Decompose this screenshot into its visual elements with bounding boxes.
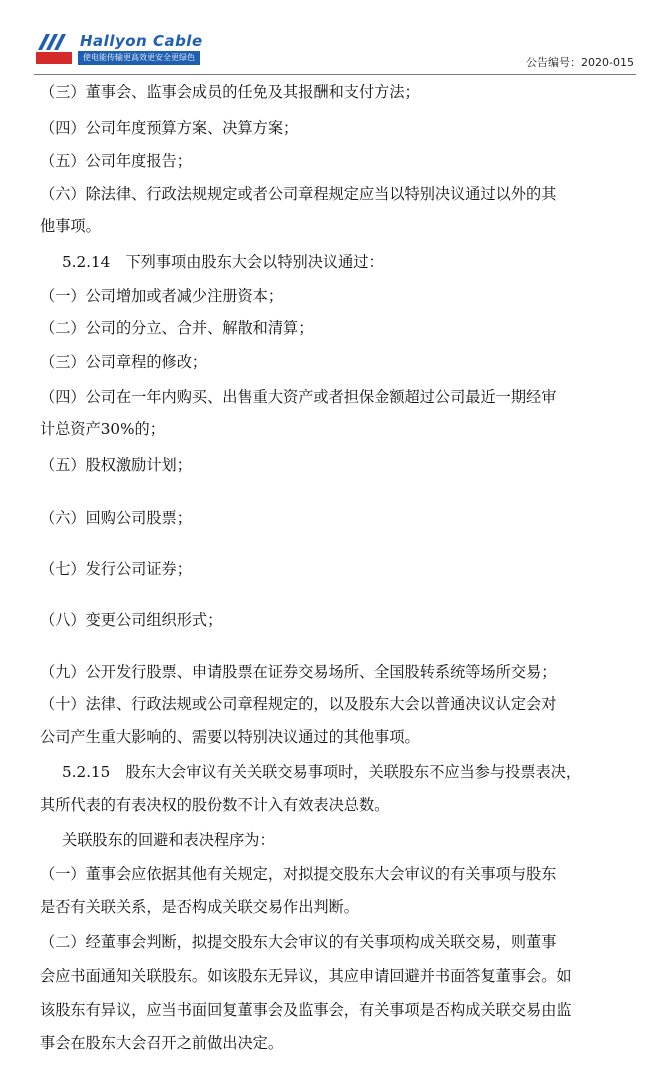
paragraph-line: 其所代表的有表决权的股份数不计入有效表决总数。 [40,796,390,814]
paragraph-line: 公司产生重大影响的、需要以特别决议通过的其他事项。 [40,728,420,746]
header-divider [34,74,636,75]
paragraph-line: （二）经董事会判断，拟提交股东大会审议的有关事项构成关联交易，则董事 [40,933,557,951]
paragraph-line: 计总资产30%的； [40,420,165,438]
paragraph-line: 他事项。 [40,217,101,235]
paragraph-line: （二）公司的分立、合并、解散和清算； [40,319,314,337]
paragraph-line: （六）除法律、行政法规规定或者公司章程规定应当以特别决议通过以外的其 [40,185,557,203]
announcement-number: 公告编号：2020-015 [526,56,634,69]
section-heading: 5.2.15 股东大会审议有关关联交易事项时，关联股东不应当参与投票表决， [62,763,582,781]
company-logo [34,30,202,66]
paragraph-line: （一）董事会应依据其他有关规定，对拟提交股东大会审议的有关事项与股东 [40,865,557,883]
paragraph-line: （四）公司年度预算方案、决算方案； [40,119,299,137]
logo-brand-text: Hallyon Cable [80,32,203,50]
paragraph-line: （五）公司年度报告； [40,152,192,170]
paragraph-line: （九）公开发行股票、申请股票在证券交易场所、全国股转系统等场所交易； [40,663,557,681]
page-header [0,0,670,80]
paragraph-line: （十）法律、行政法规或公司章程规定的，以及股东大会以普通决议认定会对 [40,695,557,713]
section-heading: 5.2.14 下列事项由股东大会以特别决议通过： [62,253,384,271]
paragraph-line: （四）公司在一年内购买、出售重大资产或者担保金额超过公司最近一期经审 [40,388,557,406]
paragraph-line: （八）变更公司组织形式； [40,611,223,629]
paragraph-line: （三）董事会、监事会成员的任免及其报酬和支付方法； [40,83,420,101]
paragraph-line: 事会在股东大会召开之前做出决定。 [40,1034,283,1052]
logo-mark-icon [34,30,74,66]
logo-slogan: 使电能传输更高效更安全更绿色 [78,51,200,65]
paragraph-line: 关联股东的回避和表决程序为： [62,831,275,849]
paragraph-line: 是否有关联关系，是否构成关联交易作出判断。 [40,898,359,916]
paragraph-line: （一）公司增加或者减少注册资本； [40,287,283,305]
paragraph-line: （五）股权激励计划； [40,456,192,474]
paragraph-line: 该股东有异议，应当书面回复董事会及监事会，有关事项是否构成关联交易由监 [40,1001,572,1019]
paragraph-line: （七）发行公司证券； [40,560,192,578]
paragraph-line: （六）回购公司股票； [40,509,192,527]
paragraph-line: （三）公司章程的修改； [40,353,208,371]
paragraph-line: 会应书面通知关联股东。如该股东无异议，其应申请回避并书面答复董事会。如 [40,967,572,985]
